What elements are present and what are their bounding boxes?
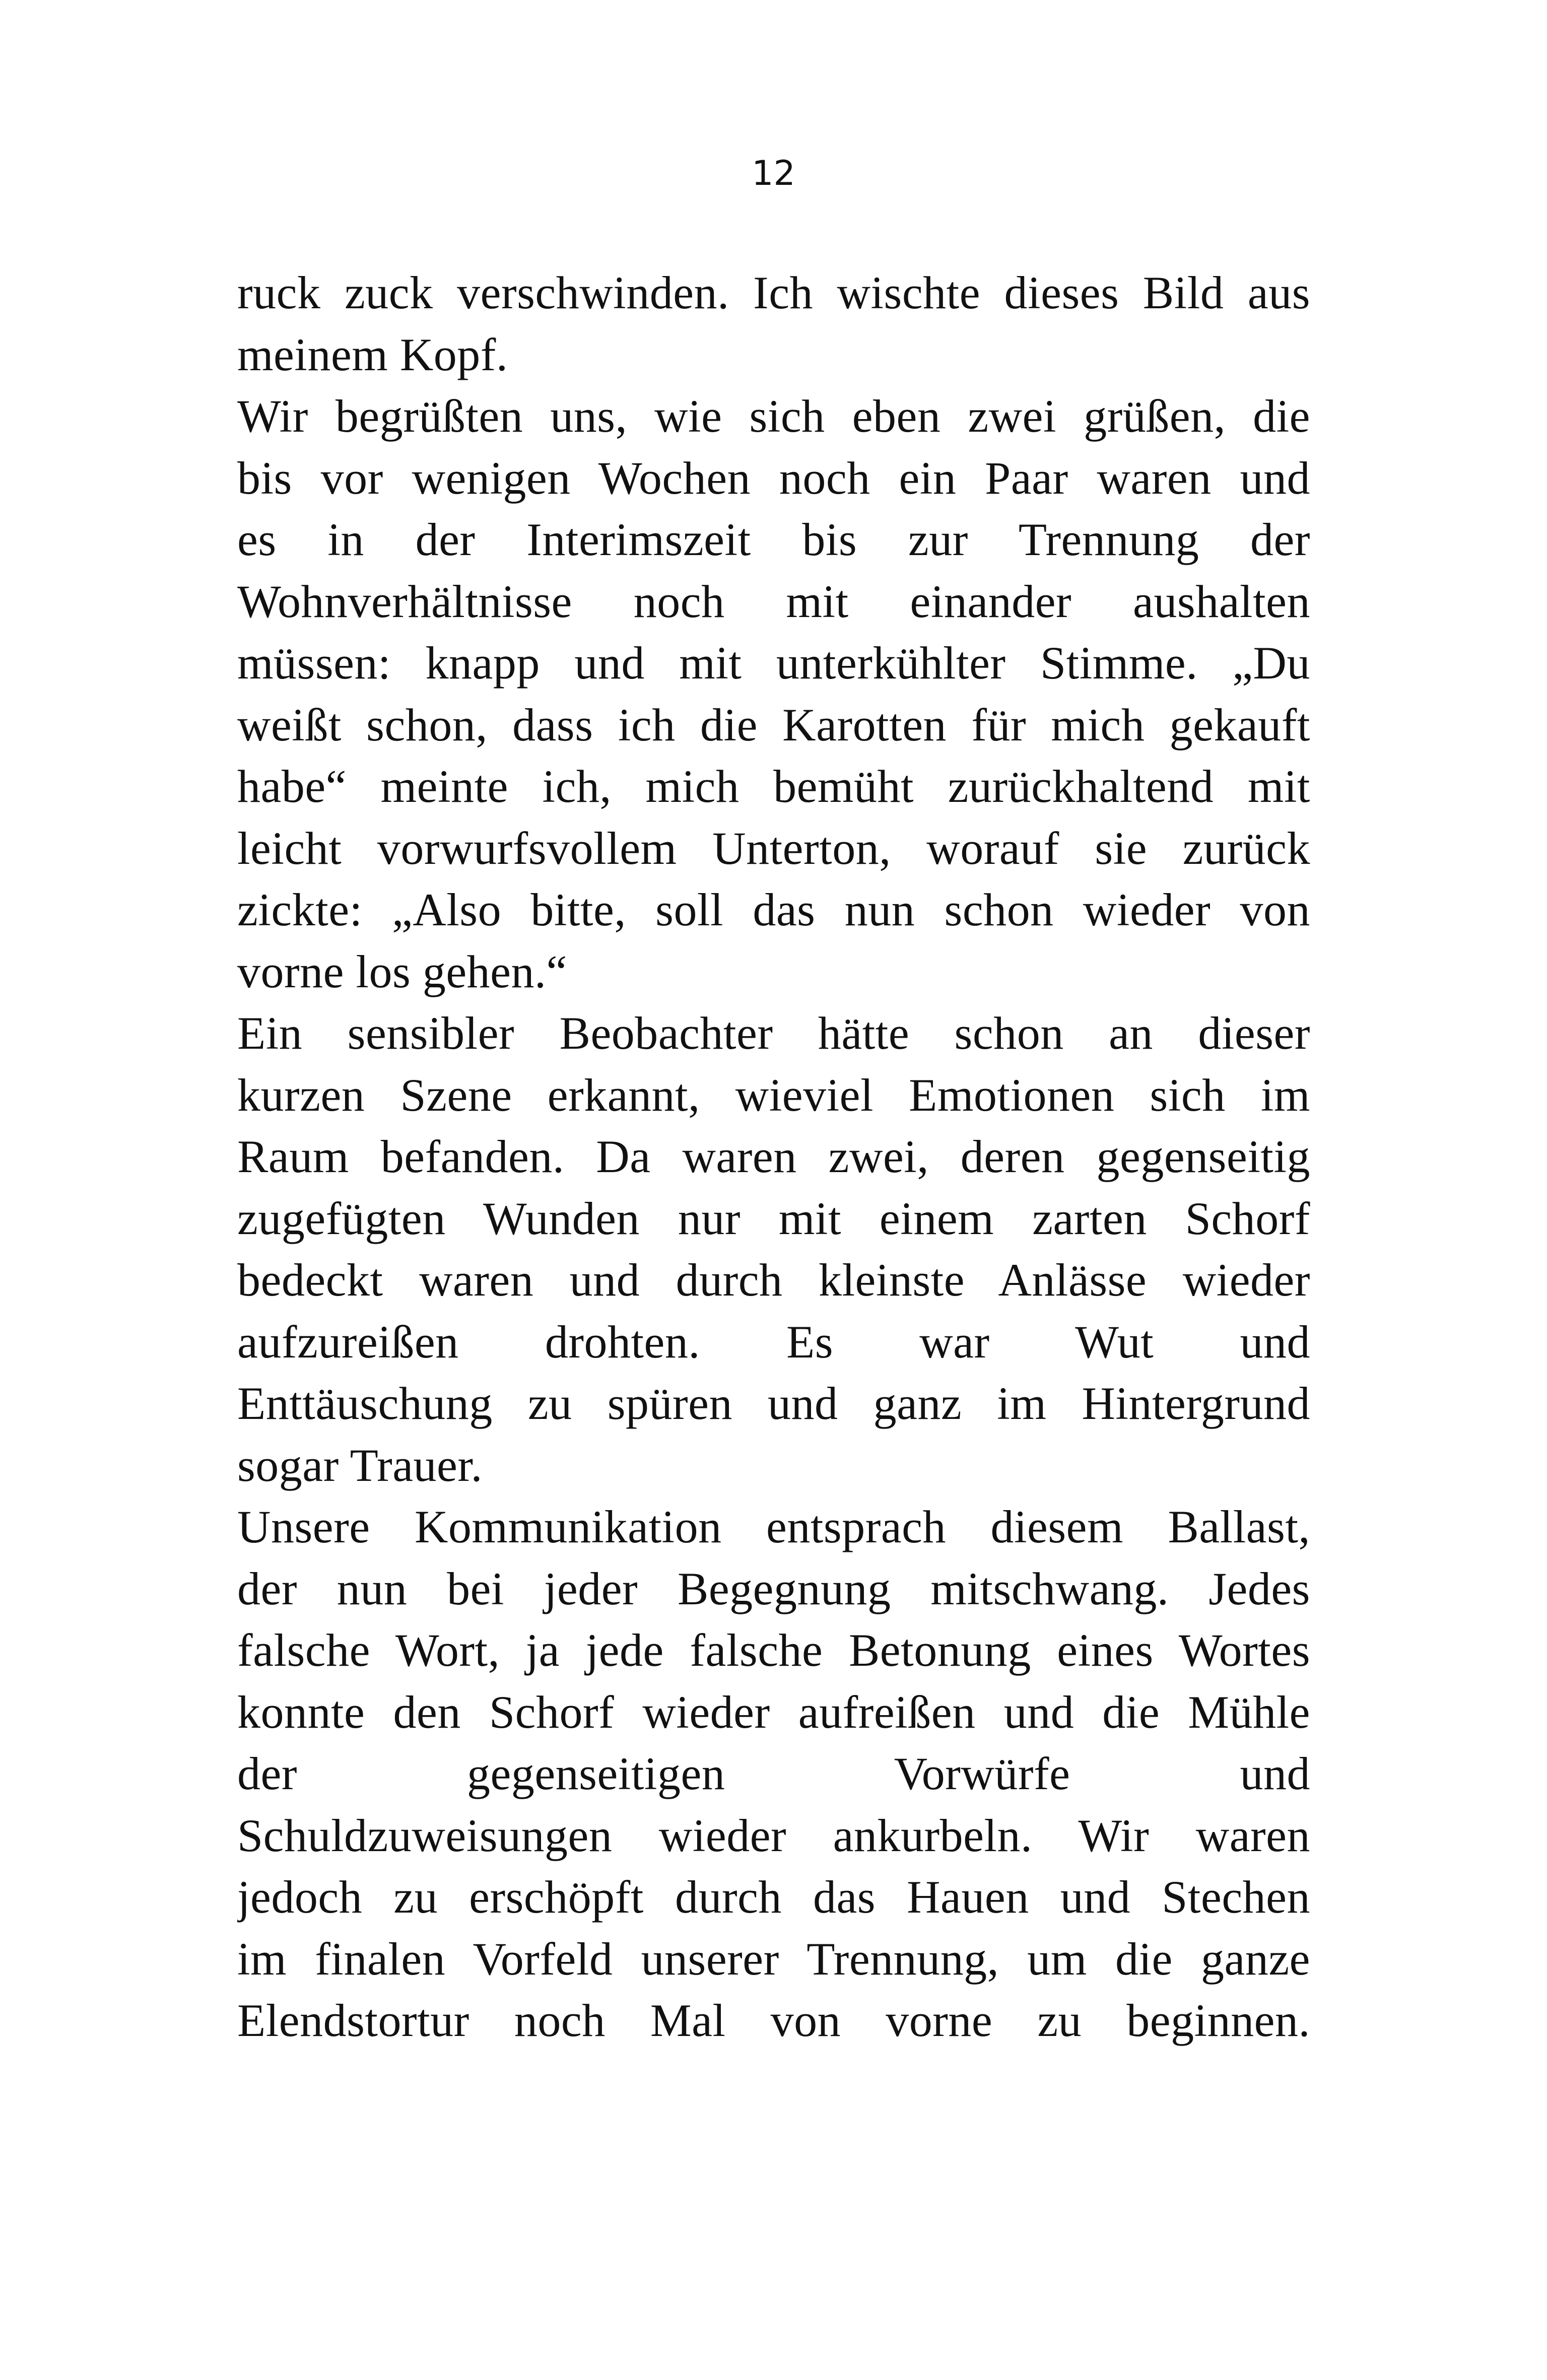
text-line: es in der Interimszeit bis zur Trennung der (237, 514, 1310, 565)
text-line: jedoch zu erschöpft durch das Hauen und Stechen (237, 1871, 1310, 1923)
text-line: aufzureißen drohten. Es war Wut und (237, 1316, 1310, 1368)
text-line: Raum befanden. Da waren zwei, deren gegenseitig (237, 1131, 1310, 1182)
text-line: bis vor wenigen Wochen noch ein Paar waren und (237, 452, 1310, 504)
text-line: Wohnverhältnisse noch mit einander aushalten (237, 575, 1310, 627)
text-line: im finalen Vorfeld unserer Trennung, um die ganze (237, 1933, 1310, 1985)
text-line: Enttäuschung zu spüren und ganz im Hintergrund (237, 1378, 1310, 1429)
text-line: Elendstortur noch Mal von vorne zu beginnen. (237, 1995, 1310, 2046)
text-line: Schuldzuweisungen wieder ankurbeln. Wir waren (237, 1809, 1310, 1861)
text-line: habe“ meinte ich, mich bemüht zurückhaltend mit (237, 761, 1310, 812)
text-line: kurzen Szene erkannt, wieviel Emotionen sich im (237, 1069, 1310, 1121)
text-line: konnte den Schorf wieder aufreißen und die Mühle (237, 1686, 1310, 1738)
text-line: Ein sensibler Beobachter hätte schon an dieser (237, 1007, 1310, 1059)
text-line: meinem Kopf. (237, 328, 508, 380)
text-line: weißt schon, dass ich die Karotten für mich gekauft (237, 699, 1310, 751)
text-line: der gegenseitigen Vorwürfe und (237, 1748, 1310, 1799)
text-line: leicht vorwurfsvollem Unterton, worauf sie zurück (237, 822, 1310, 874)
text-line: ruck zuck verschwinden. Ich wischte dieses Bild aus (237, 267, 1310, 318)
text-line: sogar Trauer. (237, 1439, 483, 1491)
text-line: der nun bei jeder Begegnung mitschwang. Jedes (237, 1562, 1310, 1614)
text-line: zickte: „Also bitte, soll das nun schon wieder von (237, 884, 1310, 935)
text-line: falsche Wort, ja jede falsche Betonung eines Wortes (237, 1624, 1310, 1676)
text-line: Unsere Kommunikation entsprach diesem Ballast, (237, 1501, 1310, 1552)
page-number: 12 (752, 154, 795, 193)
text-line: zugefügten Wunden nur mit einem zarten Schorf (237, 1192, 1310, 1244)
text-line: müssen: knapp und mit unterkühlter Stimme. „Du (237, 637, 1310, 689)
body-text (237, 262, 1310, 2052)
text-line: vorne los gehen.“ (237, 945, 567, 997)
text-line: bedeckt waren und durch kleinste Anlässe wieder (237, 1254, 1310, 1306)
text-line: Wir begrüßten uns, wie sich eben zwei grüßen, die (237, 390, 1310, 442)
